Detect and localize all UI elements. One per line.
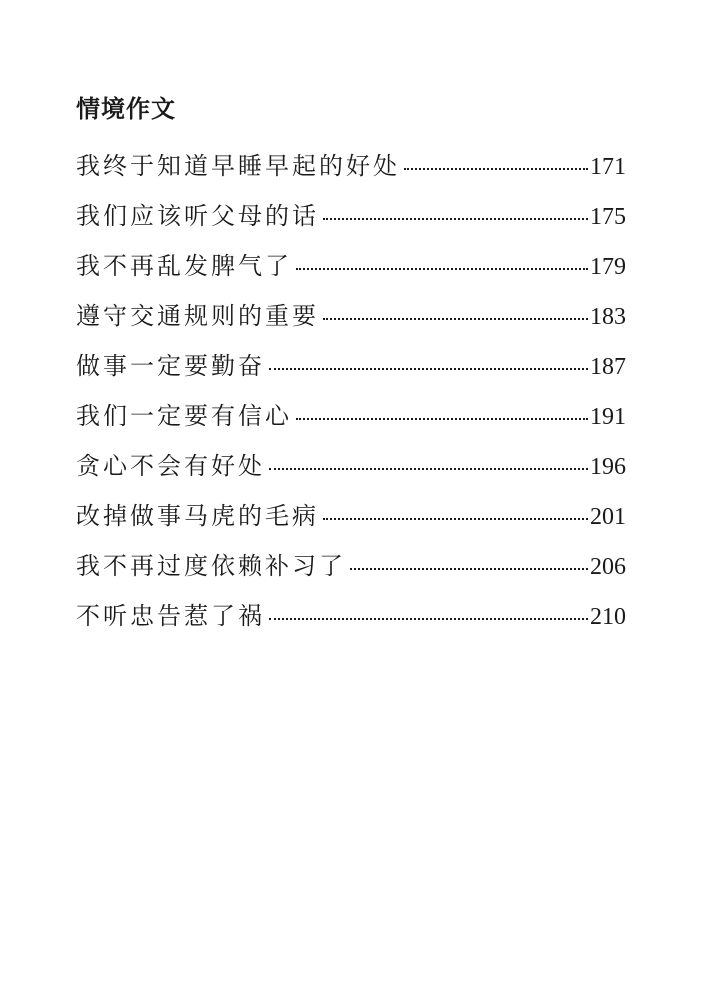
dot-leader: [296, 418, 588, 420]
entry-title: 我们一定要有信心: [76, 402, 292, 430]
dot-leader: [323, 218, 588, 220]
entry-page-number: 201: [590, 504, 626, 530]
entry-page-number: 171: [590, 154, 626, 180]
entry-page-number: 187: [590, 354, 626, 380]
entry-page-number: 210: [590, 604, 626, 630]
entry-title: 改掉做事马虎的毛病: [76, 502, 319, 530]
entry-title: 做事一定要勤奋: [76, 352, 265, 380]
dot-leader: [296, 268, 588, 270]
entry-page-number: 191: [590, 404, 626, 430]
entry-title: 贪心不会有好处: [76, 452, 265, 480]
entry-page-number: 196: [590, 454, 626, 480]
toc-entry: [76, 496, 626, 546]
toc-entry: [76, 196, 626, 246]
table-of-contents: [76, 146, 626, 646]
entry-title: 不听忠告惹了祸: [76, 602, 265, 630]
entry-title: 我们应该听父母的话: [76, 202, 319, 230]
dot-leader: [269, 618, 588, 620]
dot-leader: [269, 468, 588, 470]
toc-entry: [76, 346, 626, 396]
toc-entry: [76, 246, 626, 296]
toc-entry: [76, 546, 626, 596]
toc-entry: [76, 446, 626, 496]
toc-entry: [76, 596, 626, 646]
section-title: 情境作文: [76, 95, 176, 123]
entry-page-number: 206: [590, 554, 626, 580]
entry-page-number: 175: [590, 204, 626, 230]
entry-title: 遵守交通规则的重要: [76, 302, 319, 330]
dot-leader: [404, 168, 588, 170]
dot-leader: [323, 518, 588, 520]
entry-title: 我不再过度依赖补习了: [76, 552, 346, 580]
dot-leader: [323, 318, 588, 320]
toc-entry: [76, 146, 626, 196]
entry-title: 我不再乱发脾气了: [76, 252, 292, 280]
dot-leader: [350, 568, 588, 570]
toc-entry: [76, 296, 626, 346]
toc-entry: [76, 396, 626, 446]
dot-leader: [269, 368, 588, 370]
entry-page-number: 183: [590, 304, 626, 330]
entry-title: 我终于知道早睡早起的好处: [76, 152, 400, 180]
entry-page-number: 179: [590, 254, 626, 280]
